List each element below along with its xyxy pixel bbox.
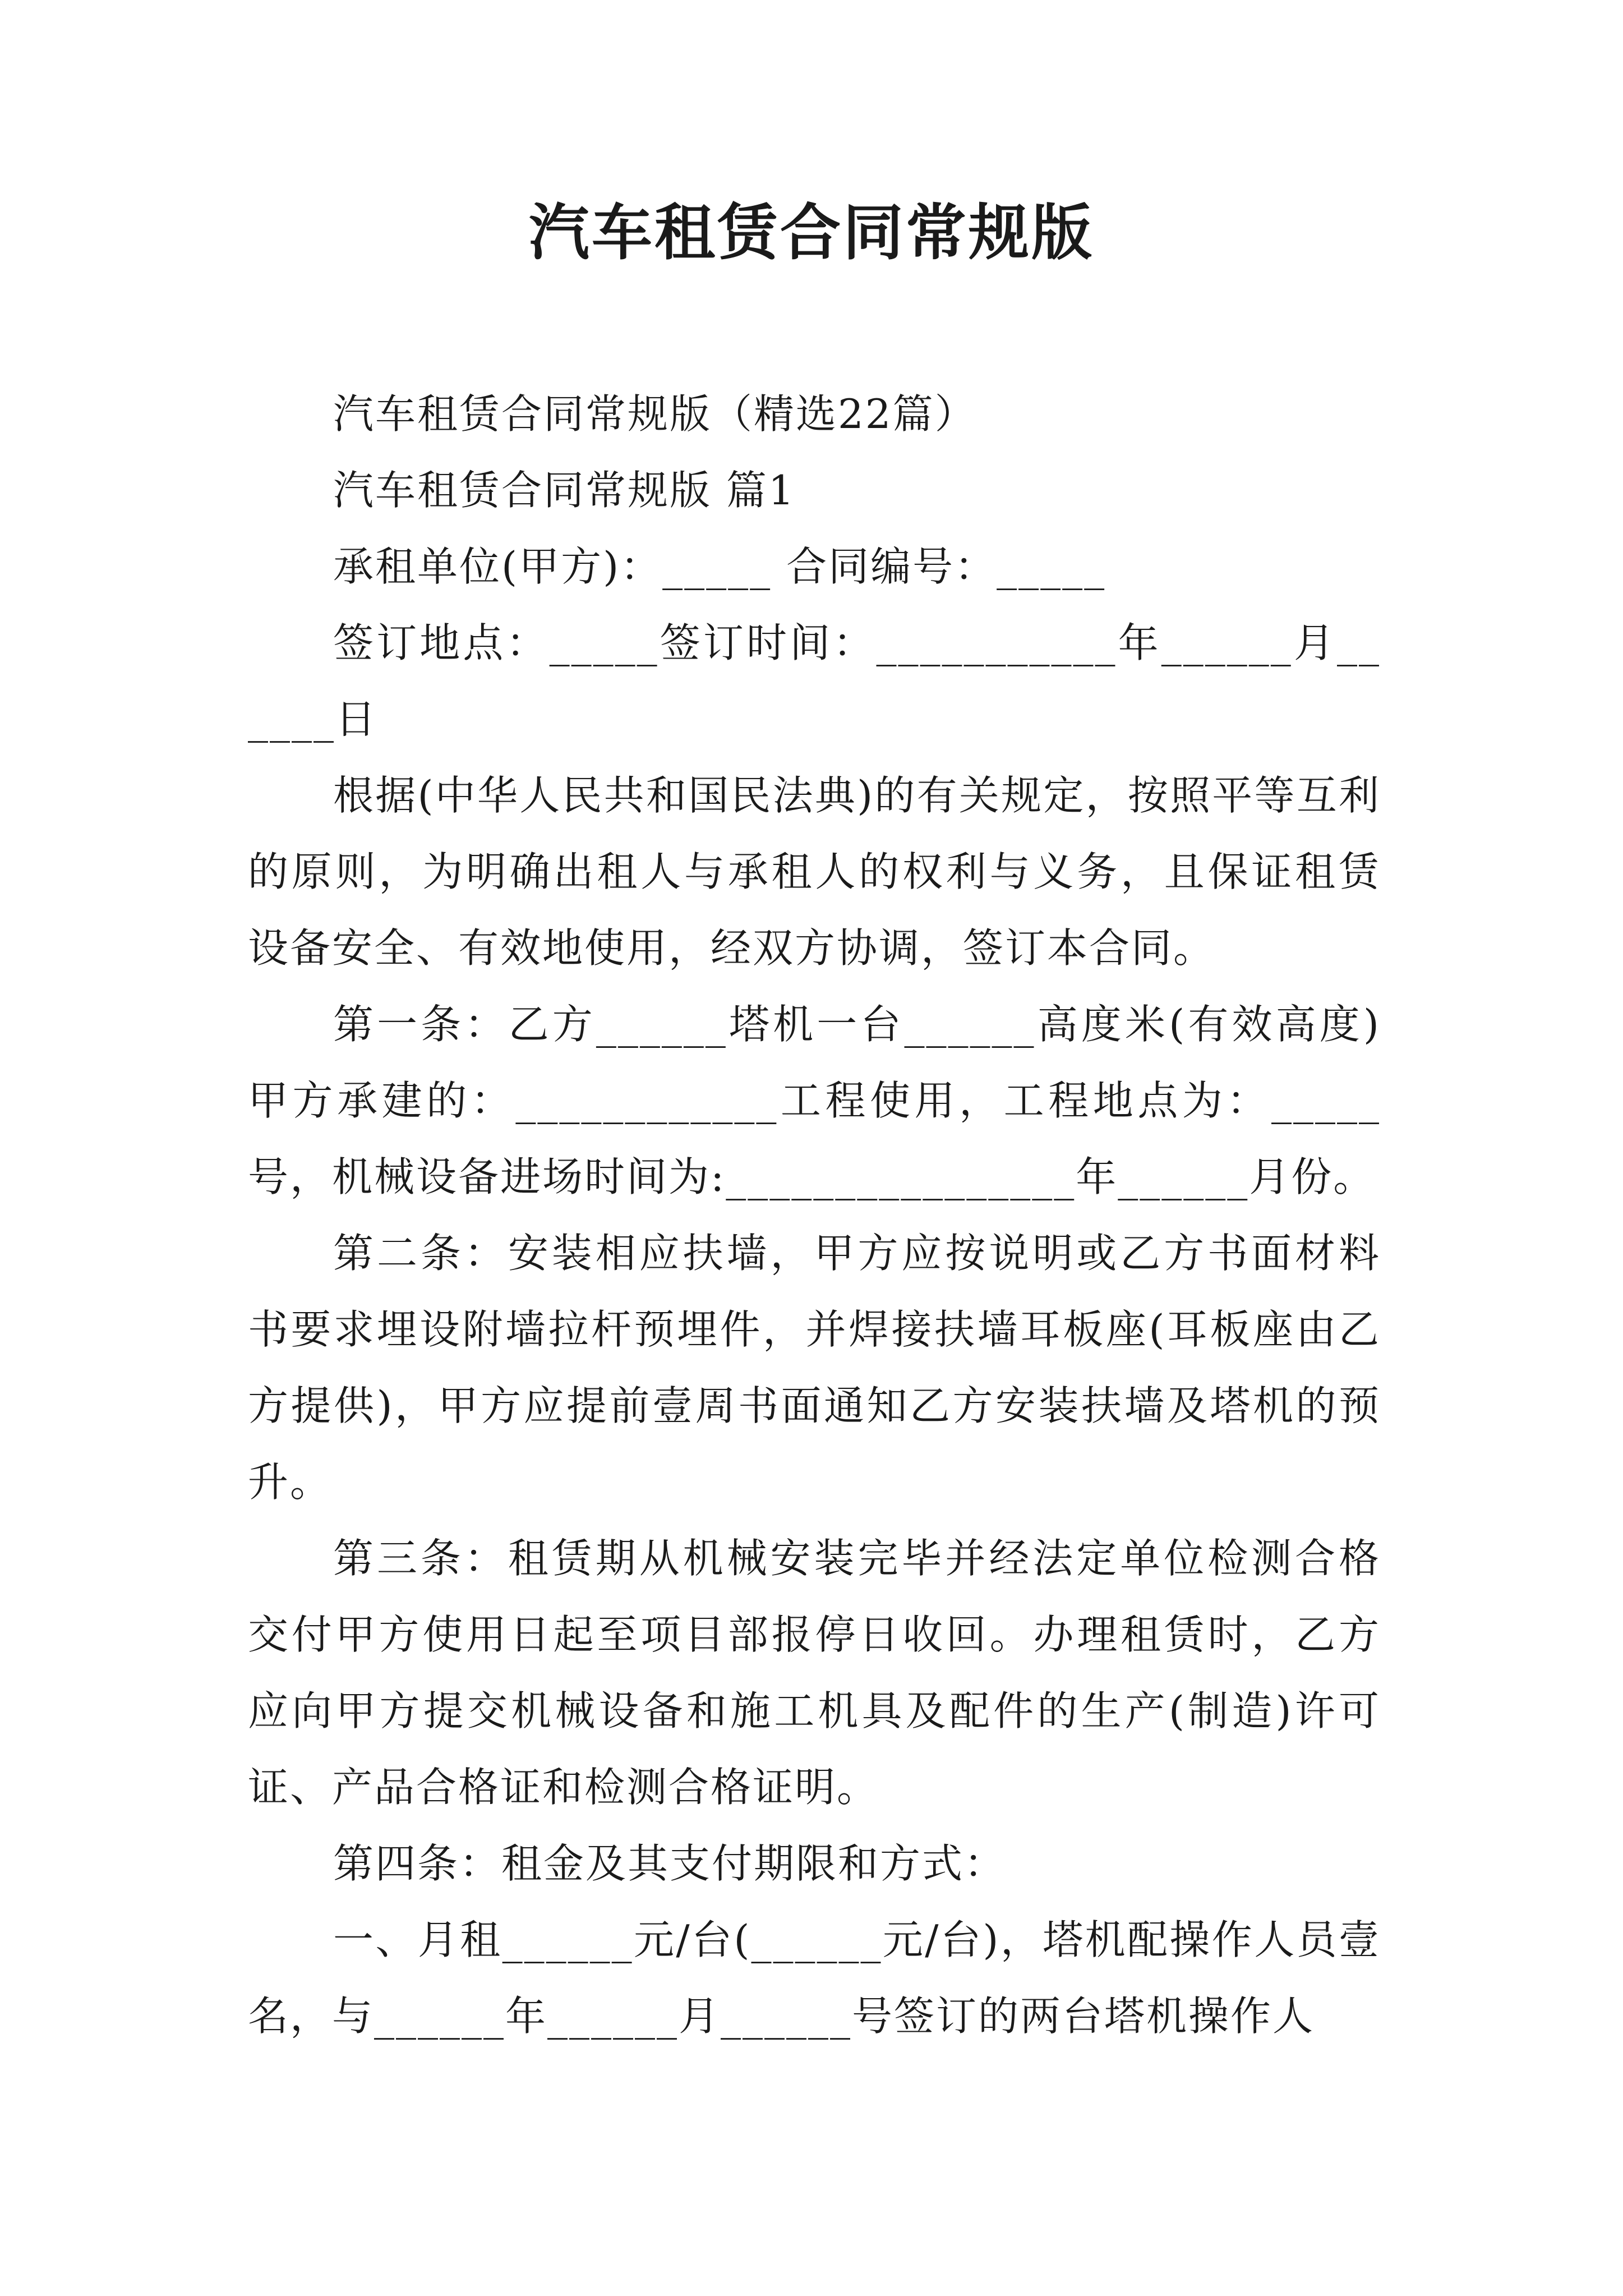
document-body	[248, 376, 1381, 2054]
article-1-paragraph: 第一条：乙方______塔机一台______高度米(有效高度)甲方承建的：____________工程使用，工程地点为：_____号，机械设备进场时间为:________________年______月份。	[248, 1001, 1381, 1200]
document-title: 汽车租赁合同常规版	[528, 197, 1094, 268]
signing-place-time-line: 签订地点：_____签订时间：___________年______月______日	[248, 619, 1381, 743]
subtitle-selection: 汽车租赁合同常规版（精选22篇）	[333, 390, 977, 438]
section-heading: 汽车租赁合同常规版 篇1	[333, 467, 796, 514]
article-2-paragraph: 第二条：安装相应扶墙，甲方应按说明或乙方书面材料书要求埋设附墙拉杆预埋件，并焊接扶墙耳板座(耳板座由乙方提供)，甲方应提前壹周书面通知乙方安装扶墙及塔机的预升。	[248, 1230, 1381, 1506]
lessee-contract-number-line: 承租单位(甲方)：_____ 合同编号：_____	[333, 543, 1106, 590]
article-4-heading: 第四条：租金及其支付期限和方式：	[333, 1840, 1007, 1887]
article-3-paragraph: 第三条：租赁期从机械安装完毕并经法定单位检测合格交付甲方使用日起至项目部报停日收回。办理租赁时，乙方应向甲方提交机械设备和施工机具及配件的生产(制造)许可证、产品合格证和检测合格证明。	[248, 1535, 1381, 1811]
preamble-paragraph: 根据(中华人民共和国民法典)的有关规定，按照平等互利的原则，为明确出租人与承租人的权利与义务，且保证租赁设备安全、有效地使用，经双方协调，签订本合同。	[248, 772, 1381, 972]
article-4-clause-1: 一、月租______元/台(______元/台)，塔机配操作人员壹名，与______年______月______号签订的两台塔机操作人	[248, 1916, 1381, 2040]
